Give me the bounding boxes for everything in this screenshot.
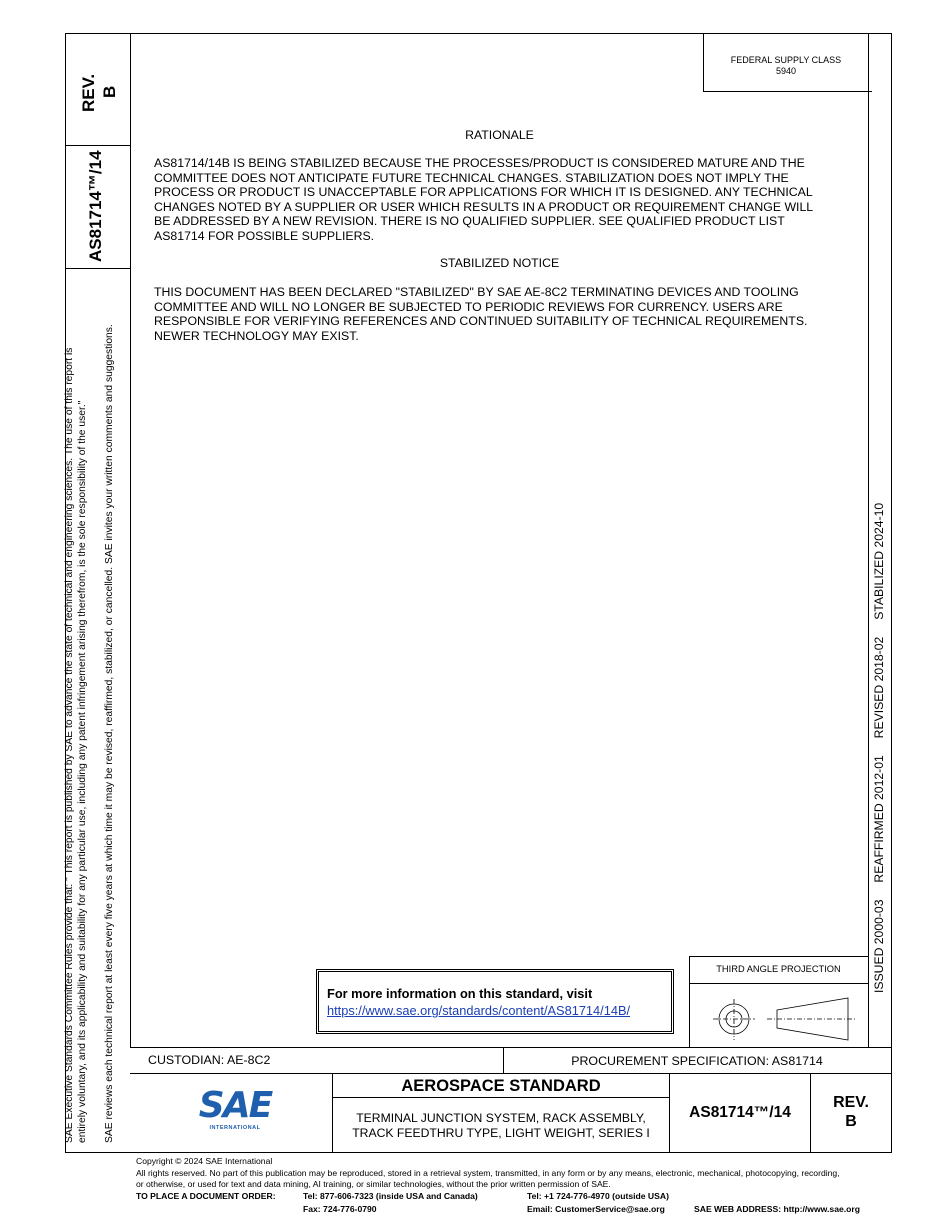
footer-email: Email: CustomerService@sae.org [527, 1204, 665, 1214]
custodian-label: CUSTODIAN: AE-8C2 [148, 1053, 271, 1067]
side-rev-label: REV. [79, 73, 98, 112]
rev-box-divider [65, 145, 131, 146]
title-block-rev-label: REV. [833, 1094, 869, 1111]
side-rev-value: B [100, 85, 119, 98]
side-history: ISSUED 2000-03 REAFFIRMED 2012-01 REVISED 2018-02 STABILIZED 2024-10 [872, 502, 886, 993]
footer-web: SAE WEB ADDRESS: http://www.sae.org [694, 1204, 860, 1214]
footer-copyright: Copyright © 2024 SAE International [136, 1156, 273, 1166]
info-box-link[interactable]: https://www.sae.org/standards/content/AS81714/14B/ [327, 1003, 631, 1018]
rationale-line: COMMITTEE DOES NOT ANTICIPATE FUTURE TECHNICAL CHANGES. STABILIZATION DOES NOT IMPLY THE [154, 170, 789, 185]
footer-fax: Fax: 724-776-0790 [303, 1204, 377, 1214]
projection-divider [689, 983, 868, 984]
federal-supply-class-value: 5940 [775, 66, 797, 76]
sae-logo [190, 1085, 280, 1131]
stabilized-notice-body [154, 285, 854, 343]
sae-logo-subtitle: INTERNATIONAL [209, 1125, 261, 1131]
rationale-line: PROCESS OR PRODUCT IS UNACCEPTABLE FOR APPLICATIONS FOR WHICH IT IS DESIGNED. ANY TECHNICAL [154, 185, 813, 200]
left-column-divider [130, 33, 131, 1048]
rationale-line: CHANGES NOTED BY A SUPPLIER OR USER WHICH RESULTS IN A PRODUCT OR REQUIREMENT CHANGE WILL [154, 199, 814, 214]
stabilized-line: NEWER TECHNOLOGY MAY EXIST. [154, 328, 359, 343]
side-legal-line-2: entirely voluntary, and its applicability and suitability for any particular use, including any patent infringement arising therefrom, is the sole responsibility of the user." [77, 400, 88, 1143]
rationale-line: AS81714/14B IS BEING STABILIZED BECAUSE THE PROCESSES/PRODUCT IS CONSIDERED MATURE AND THE [154, 156, 805, 170]
stabilized-line: COMMITTEE AND WILL NO LONGER BE SUBJECTED TO PERIODIC REVIEWS FOR CURRENCY. USERS ARE [154, 299, 783, 314]
standard-type-underline [332, 1097, 670, 1098]
sae-logo-mark: SAE [198, 1085, 272, 1126]
side-legal-line-3: SAE reviews each technical report at least every five years at which time it may be revised, reaffirmed, stabilized, or cancelled. SAE invites your written comments and suggestions. [104, 324, 115, 1143]
footer-tel-outside: Tel: +1 724-776-4970 (outside USA) [527, 1191, 669, 1201]
standard-type: AEROSPACE STANDARD [401, 1077, 601, 1095]
footer-rights-2: or otherwise, or used for text and data mining, AI training, or similar technologies, without the prior written permission of SAE. [136, 1179, 611, 1189]
stabilized-line: THIS DOCUMENT HAS BEEN DECLARED "STABILIZED" BY SAE AE-8C2 TERMINATING DEVICES AND TOOLING [154, 285, 799, 299]
rationale-line: BE ADDRESSED BY A NEW REVISION. THERE IS NO QUALIFIED SUPPLIER. SEE QUALIFIED PRODUCT LIST [154, 214, 785, 229]
stabilized-line: RESPONSIBLE FOR VERIFYING REFERENCES AND CONTINUED SUITABILITY OF TECHNICAL REQUIREMENTS. [154, 314, 808, 329]
rationale-body [154, 156, 854, 244]
document-title-line-1: TERMINAL JUNCTION SYSTEM, RACK ASSEMBLY, [356, 1111, 646, 1125]
info-box-label: For more information on this standard, visit [327, 986, 593, 1001]
title-block-mid-rule [130, 1073, 892, 1074]
stabilized-notice-heading: STABILIZED NOTICE [439, 256, 560, 270]
title-block-rev-value: B [845, 1113, 857, 1130]
document-title-line-2: TRACK FEEDTHRU TYPE, LIGHT WEIGHT, SERIES I [352, 1126, 650, 1140]
side-legal-line-1: SAE Executive Standards Committee Rules provide that: " This report is published by SAE to advance the state of technical and engineering sciences. The use of this report is [64, 347, 75, 1143]
federal-supply-class-label: FEDERAL SUPPLY CLASS [730, 55, 842, 65]
footer-rights-1: All rights reserved. No part of this publication may be reproduced, stored in a retrieval system, transmitted, in any form or by any means, electronic, mechanical, photocopying, recording, [136, 1168, 840, 1178]
title-block-top-rule [130, 1047, 892, 1048]
rationale-line: AS81714 FOR POSSIBLE SUPPLIERS. [154, 228, 375, 243]
procurement-label: PROCUREMENT SPECIFICATION: AS81714 [571, 1054, 823, 1068]
footer-tel-usa: Tel: 877-606-7323 (inside USA and Canada) [303, 1191, 478, 1201]
projection-label: THIRD ANGLE PROJECTION [716, 964, 841, 974]
title-block-doc-number: AS81714™/14 [689, 1104, 791, 1121]
docnum-box-divider [65, 268, 131, 269]
third-angle-projection-symbol [695, 988, 865, 1043]
right-column-divider [868, 33, 869, 1048]
side-doc-number: AS81714™/14 [86, 150, 105, 262]
rationale-heading: RATIONALE [465, 128, 534, 142]
info-box [316, 969, 674, 1034]
footer-order-label: TO PLACE A DOCUMENT ORDER: [136, 1191, 276, 1201]
